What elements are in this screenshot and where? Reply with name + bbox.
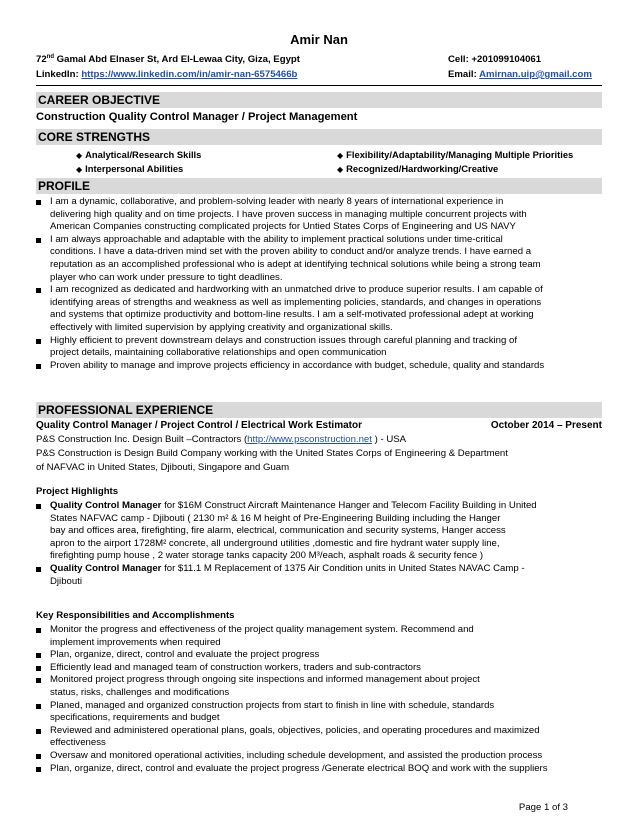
linkedin-label: LinkedIn: (36, 69, 82, 80)
line-text: I am always approachable and adaptable with the ability to implement practical solutions under time-critical (50, 233, 503, 245)
list-item (36, 624, 602, 649)
strength-label: Analytical/Research Skills (85, 149, 202, 160)
job-title: Quality Control Manager / Project Control / Electrical Work Estimator (36, 420, 362, 431)
project-highlights-list (36, 500, 602, 588)
square-bullet-icon (36, 653, 41, 658)
company-line (36, 434, 406, 447)
line-text: Djibouti (50, 575, 82, 587)
section-career-objective: CAREER OBJECTIVE (36, 92, 602, 108)
line-text: States NAFVAC camp - Djibouti ( 2130 m² & 16 M height of Pre-Engineering Building including the Hanger (50, 512, 501, 524)
square-bullet-icon (36, 288, 41, 293)
company-website-link[interactable]: http://www.psconstruction.net (247, 434, 372, 445)
list-item (36, 700, 602, 725)
list-item (36, 649, 602, 662)
strength-item (76, 149, 201, 160)
cell-phone: Cell: +201099104061 (448, 54, 542, 65)
company-description: of NAFVAC in United States, Djibouti, Singapore and Guam (36, 462, 290, 473)
line-text: Highly efficient to prevent downstream delays and construction issues through careful planning and tracking of (50, 334, 517, 346)
line-text: Efficiently lead and managed team of construction workers, traders and sub-contractors (50, 661, 421, 673)
section-profile: PROFILE (36, 178, 602, 194)
section-professional-experience: PROFESSIONAL EXPERIENCE (36, 402, 602, 418)
line-text: reputation as an accomplished professional who is adept at identifying technical solutions while being a strong team (50, 258, 541, 270)
line-text: delivering high quality and on time projects. I have proven success in managing multiple concurrent projects with (50, 208, 527, 220)
square-bullet-icon (36, 567, 41, 572)
line-text: and systems that optimize productivity and bottom-line results. I am a self-motivated professional adept at working (50, 309, 534, 321)
list-item (36, 662, 602, 675)
line-text: Oversaw and monitored operational activities, including schedule development, and assisted the production process (50, 749, 543, 761)
job-date: October 2014 – Present (490, 420, 602, 431)
line-text: effectively with limited supervision by applying creativity and organizational skills. (50, 321, 393, 333)
linkedin-link[interactable]: https://www.linkedin.com/in/amir-nan-6575466b (81, 69, 298, 80)
header-divider (36, 85, 602, 86)
line-text: for $11.1 M Replacement of 1375 Air Condition units in United States NAVAC Camp - (161, 562, 525, 574)
line-text: Monitor the progress and effectiveness of the project quality management system. Recommend and (50, 624, 474, 635)
email (448, 69, 592, 80)
list-item (36, 500, 602, 563)
line-text: Planed, managed and organized construction projects from start to finish in line with schedule, standards (50, 699, 495, 711)
email-link[interactable]: Amirnan.uip@gmail.com (479, 69, 592, 80)
career-objective-text: Construction Quality Control Manager / Project Management (36, 111, 358, 123)
section-core-strengths: CORE STRENGTHS (36, 129, 602, 145)
key-responsibilities-heading: Key Responsibilities and Accomplishments (36, 610, 235, 621)
strength-label: Interpersonal Abilities (85, 163, 184, 174)
line-text: apron to the airport 1728M² concrete, all underground utilities ,domestic and fire hydrant water supply line, (50, 537, 500, 549)
line-text: conditions. I have a data-driven mind set with the proven ability to conduct and/or analyze trends. I have earned a (50, 246, 532, 258)
square-bullet-icon (36, 238, 41, 243)
line-text: identifying areas of strengths and weakness as well as implementing policies, standards, and changes in operations (50, 296, 542, 308)
list-item (36, 196, 602, 234)
diamond-bullet-icon: ◆ (76, 151, 83, 160)
list-item (36, 750, 602, 763)
line-text: Reviewed and administered operational plans, goals, objectives, policies, and operating procedures and maximized (50, 724, 540, 736)
line-text: I am recognized as dedicated and hardworking with an unmatched drive to produce superior results. I am capable of (50, 284, 543, 296)
linkedin (36, 69, 297, 80)
responsibilities-list (36, 624, 602, 775)
strength-item (337, 163, 498, 174)
address-number: 72 (36, 54, 47, 66)
square-bullet-icon (36, 678, 41, 683)
square-bullet-icon (36, 754, 41, 759)
line-text: for $16M Construct Aircraft Maintenance Hanger and Telecom Facility Building in United (161, 500, 537, 511)
square-bullet-icon (36, 666, 41, 671)
diamond-bullet-icon: ◆ (76, 165, 83, 174)
company-name: P&S Construction Inc. Design Built –Contractors ( (36, 434, 248, 445)
list-item (36, 335, 602, 360)
diamond-bullet-icon: ◆ (337, 151, 344, 160)
line-text: American Companies constructing complicated projects for Untied States Corps of Engineering and US NAVY (50, 221, 516, 233)
list-item (36, 725, 602, 750)
strength-item (76, 163, 183, 174)
profile-list (36, 196, 602, 372)
email-label: Email: (448, 69, 480, 80)
address-suffix: nd (46, 54, 55, 60)
line-text: bay and offices area, firefighting, fire alarm, electrical, communication and security systems, Hanger access (50, 525, 506, 537)
list-item (36, 763, 602, 776)
strength-label: Recognized/Hardworking/Creative (346, 163, 499, 174)
line-text: implement improvements when required (50, 636, 221, 648)
list-item (36, 563, 602, 588)
square-bullet-icon (36, 364, 41, 369)
strength-label: Flexibility/Adaptability/Managing Multiple Priorities (346, 149, 574, 160)
line-text: player who can work under pressure to tight deadlines. (50, 271, 283, 283)
list-item (36, 284, 602, 334)
strength-item (337, 149, 573, 160)
line-text: I am a dynamic, collaborative, and problem-solving leader with nearly 8 years of international experience in (50, 196, 504, 207)
square-bullet-icon (36, 767, 41, 772)
project-highlights-heading: Project Highlights (36, 486, 119, 497)
line-text: specifications, requirements and budget (50, 712, 220, 724)
line-text: project details, maintaining collaborative relationships and open communication (50, 347, 387, 359)
line-text: effectiveness (50, 737, 106, 749)
page-number: Page 1 of 3 (518, 802, 568, 813)
line-text: status, risks, challenges and modifications (50, 686, 230, 698)
line-text: Proven ability to manage and improve projects efficiency in accordance with budget, schedule, quality and standards (50, 359, 545, 371)
line-text: Plan, organize, direct, control and evaluate the project progress (50, 649, 320, 661)
job-title-row (36, 420, 602, 431)
list-item (36, 360, 602, 373)
list-item (36, 234, 602, 284)
highlight-role: Quality Control Manager (50, 562, 162, 574)
list-item (36, 674, 602, 699)
highlight-role: Quality Control Manager (50, 500, 162, 511)
line-text: Monitored project progress through ongoing site inspections and informed management about project (50, 674, 480, 686)
line-text: Plan, organize, direct, control and evaluate the project progress /Generate electrical BOQ and work with the suppliers (50, 762, 548, 774)
square-bullet-icon (36, 339, 41, 344)
square-bullet-icon (36, 729, 41, 734)
square-bullet-icon (36, 504, 41, 509)
square-bullet-icon (36, 704, 41, 709)
company-country: ) - USA (371, 434, 407, 445)
line-text: firefighting pump house , 2 water storage tanks capacity 200 M³/each, asphalt roads & security fence ) (50, 550, 484, 562)
address (36, 54, 300, 65)
diamond-bullet-icon: ◆ (337, 165, 344, 174)
square-bullet-icon (36, 628, 41, 633)
square-bullet-icon (36, 200, 41, 205)
candidate-name: Amir Nan (290, 32, 348, 47)
company-description: P&S Construction is Design Build Company working with the United States Corps of Engineering & Department (36, 448, 508, 459)
address-text: Gamal Abd Elnaser St, Ard El-Lewaa City, Giza, Egypt (54, 54, 300, 66)
